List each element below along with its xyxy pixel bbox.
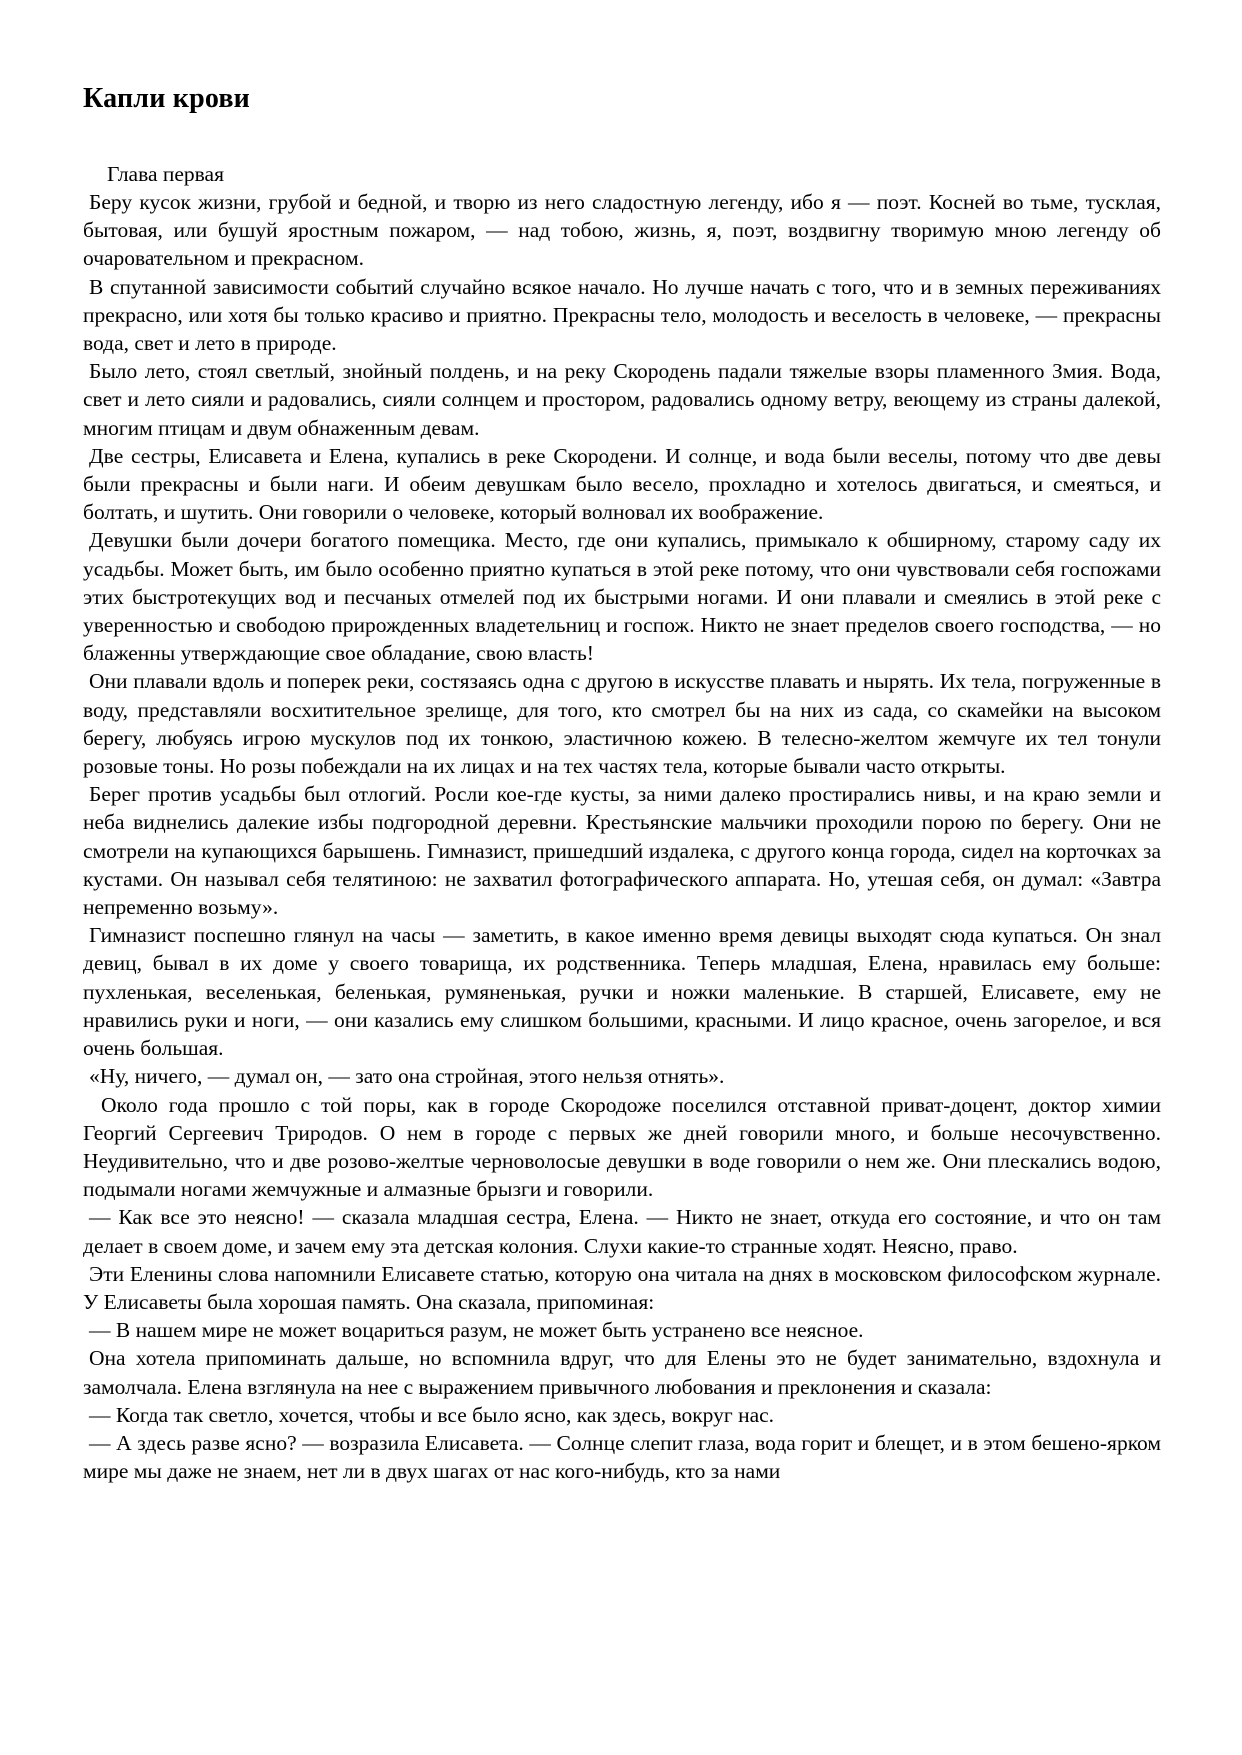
paragraph: Около года прошло с той поры, как в городе Скородоже поселился отставной приват-доцент, доктор химии Георгий Сергеевич Триродов. О нем в городе с первых же дней говорили много, и больше несочувственно. Неудивительно, что и две розово-желтые черноволосые девушки в воде говорили о нем же. Они плескались водою, подымали ногами жемчужные и алмазные брызги и говорили.	[83, 1092, 1161, 1202]
paragraph: — В нашем мире не может воцариться разум, не может быть устранено все неясное.	[89, 1318, 864, 1343]
paragraph: — Когда так светло, хочется, чтобы и все было ясно, как здесь, вокруг нас.	[89, 1402, 775, 1427]
paragraph: В спутанной зависимости событий случайно всякое начало. Но лучше начать с того, что и в земных переживаниях прекрасно, или хотя бы только красиво и приятно. Прекрасны тело, молодость и веселость в человеке, — прекрасны вода, свет и лето в природе.	[83, 274, 1161, 356]
paragraph: «Ну, ничего, — думал он, — зато она стройная, этого нельзя отнять».	[89, 1064, 725, 1089]
paragraph: Беру кусок жизни, грубой и бедной, и творю из него сладостную легенду, ибо я — поэт. Косней во тьме, тусклая, бытовая, или бушуй яростным пожаром, — над тобою, жизнь, я, поэт, воздвигну творимую мною легенду об очаровательном и прекрасном.	[83, 190, 1161, 271]
paragraph: Две сестры, Елисавета и Елена, купались в реке Скородени. И солнце, и вода были веселы, потому что две девы были прекрасны и были наги. И обеим девушкам было весело, прохладно и хотелось двигаться, и смеяться, и болтать, и шутить. Они говорили о человеке, который волновал их воображение.	[83, 443, 1161, 525]
paragraph: Было лето, стоял светлый, знойный полдень, и на реку Скородень падали тяжелые взоры пламенного Змия. Вода, свет и лето сияли и радовались, сияли солнцем и простором, радовались одному ветру, веющему из страны далекой, многим птицам и двум обнаженным девам.	[83, 359, 1161, 440]
paragraph: — А здесь разве ясно? — возразила Елисавета. — Солнце слепит глаза, вода горит и блещет, и в этом бешено-ярком мире мы даже не знаем, нет ли в двух шагах от нас кого-нибудь, кто за нами	[83, 1430, 1161, 1484]
paragraph: Они плавали вдоль и поперек реки, состязаясь одна с другою в искусстве плавать и нырять. Их тела, погруженные в воду, представляли восхитительное зрелище, для того, кто смотрел бы на них из сада, со скамейки на высоком берегу, любуясь игрою мускулов под их тонкою, эластичною кожею. В телесно-желтом жемчуге их тел тонули розовые тоны. Но розы побеждали на их лицах и на тех частях тела, которые бывали часто открыты.	[83, 669, 1161, 779]
paragraph: Она хотела припоминать дальше, но вспомнила вдруг, что для Елены это не будет занимательно, вздохнула и замолчала. Елена взглянула на нее с выражением привычного любования и преклонения и сказала:	[83, 1346, 1161, 1399]
paragraph: — Как все это неясно! — сказала младшая сестра, Елена. — Никто не знает, откуда его состояние, и что он там делает в своем доме, и зачем ему эта детская колония. Слухи какие-то странные ходят. Неясно, право.	[83, 1205, 1161, 1258]
paragraph: Девушки были дочери богатого помещика. Место, где они купались, примыкало к обширному, старому саду их усадьбы. Может быть, им было особенно приятно купаться в этой реке потому, что они чувствовали себя госпожами этих быстротекущих вод и песчаных отмелей под их быстрыми ногами. И они плавали и смеялись в этой реке с уверенностью и свободою прирожденных владетельниц и госпож. Никто не знает пределов своего господства, — но блаженны утверждающие свое обладание, свою власть!	[83, 528, 1161, 666]
document-title: Капли крови	[83, 83, 251, 114]
body-text	[83, 188, 1161, 1485]
paragraph: Гимназист поспешно глянул на часы — заметить, в какое именно время девицы выходят сюда купаться. Он знал девиц, бывал в их доме у своего товарища, их родственника. Теперь младшая, Елена, нравилась ему больше: пухленькая, веселенькая, беленькая, румяненькая, ручки и ножки маленькие. В старшей, Елисавете, ему не нравились руки и ноги, — они казались ему слишком большими, красными. И лицо красное, очень загорелое, и вся очень большая.	[83, 923, 1161, 1061]
paragraph: Берег против усадьбы был отлогий. Росли кое-где кусты, за ними далеко простирались нивы, и на краю земли и неба виднелись далекие избы подгородной деревни. Крестьянские мальчики проходили порою по берегу. Они не смотрели на купающихся барышень. Гимназист, пришедший издалека, с другого конца города, сидел на корточках за кустами. Он называл себя телятиною: не захватил фотографического аппарата. Но, утешая себя, он думал: «Завтра непременно возьму».	[83, 782, 1161, 920]
chapter-heading: Глава первая	[107, 162, 224, 186]
document-page	[83, 82, 1161, 1485]
paragraph: Эти Еленины слова напомнили Елисавете статью, которую она читала на днях в московском философском журнале. У Елисаветы была хорошая память. Она сказала, припоминая:	[83, 1261, 1161, 1314]
